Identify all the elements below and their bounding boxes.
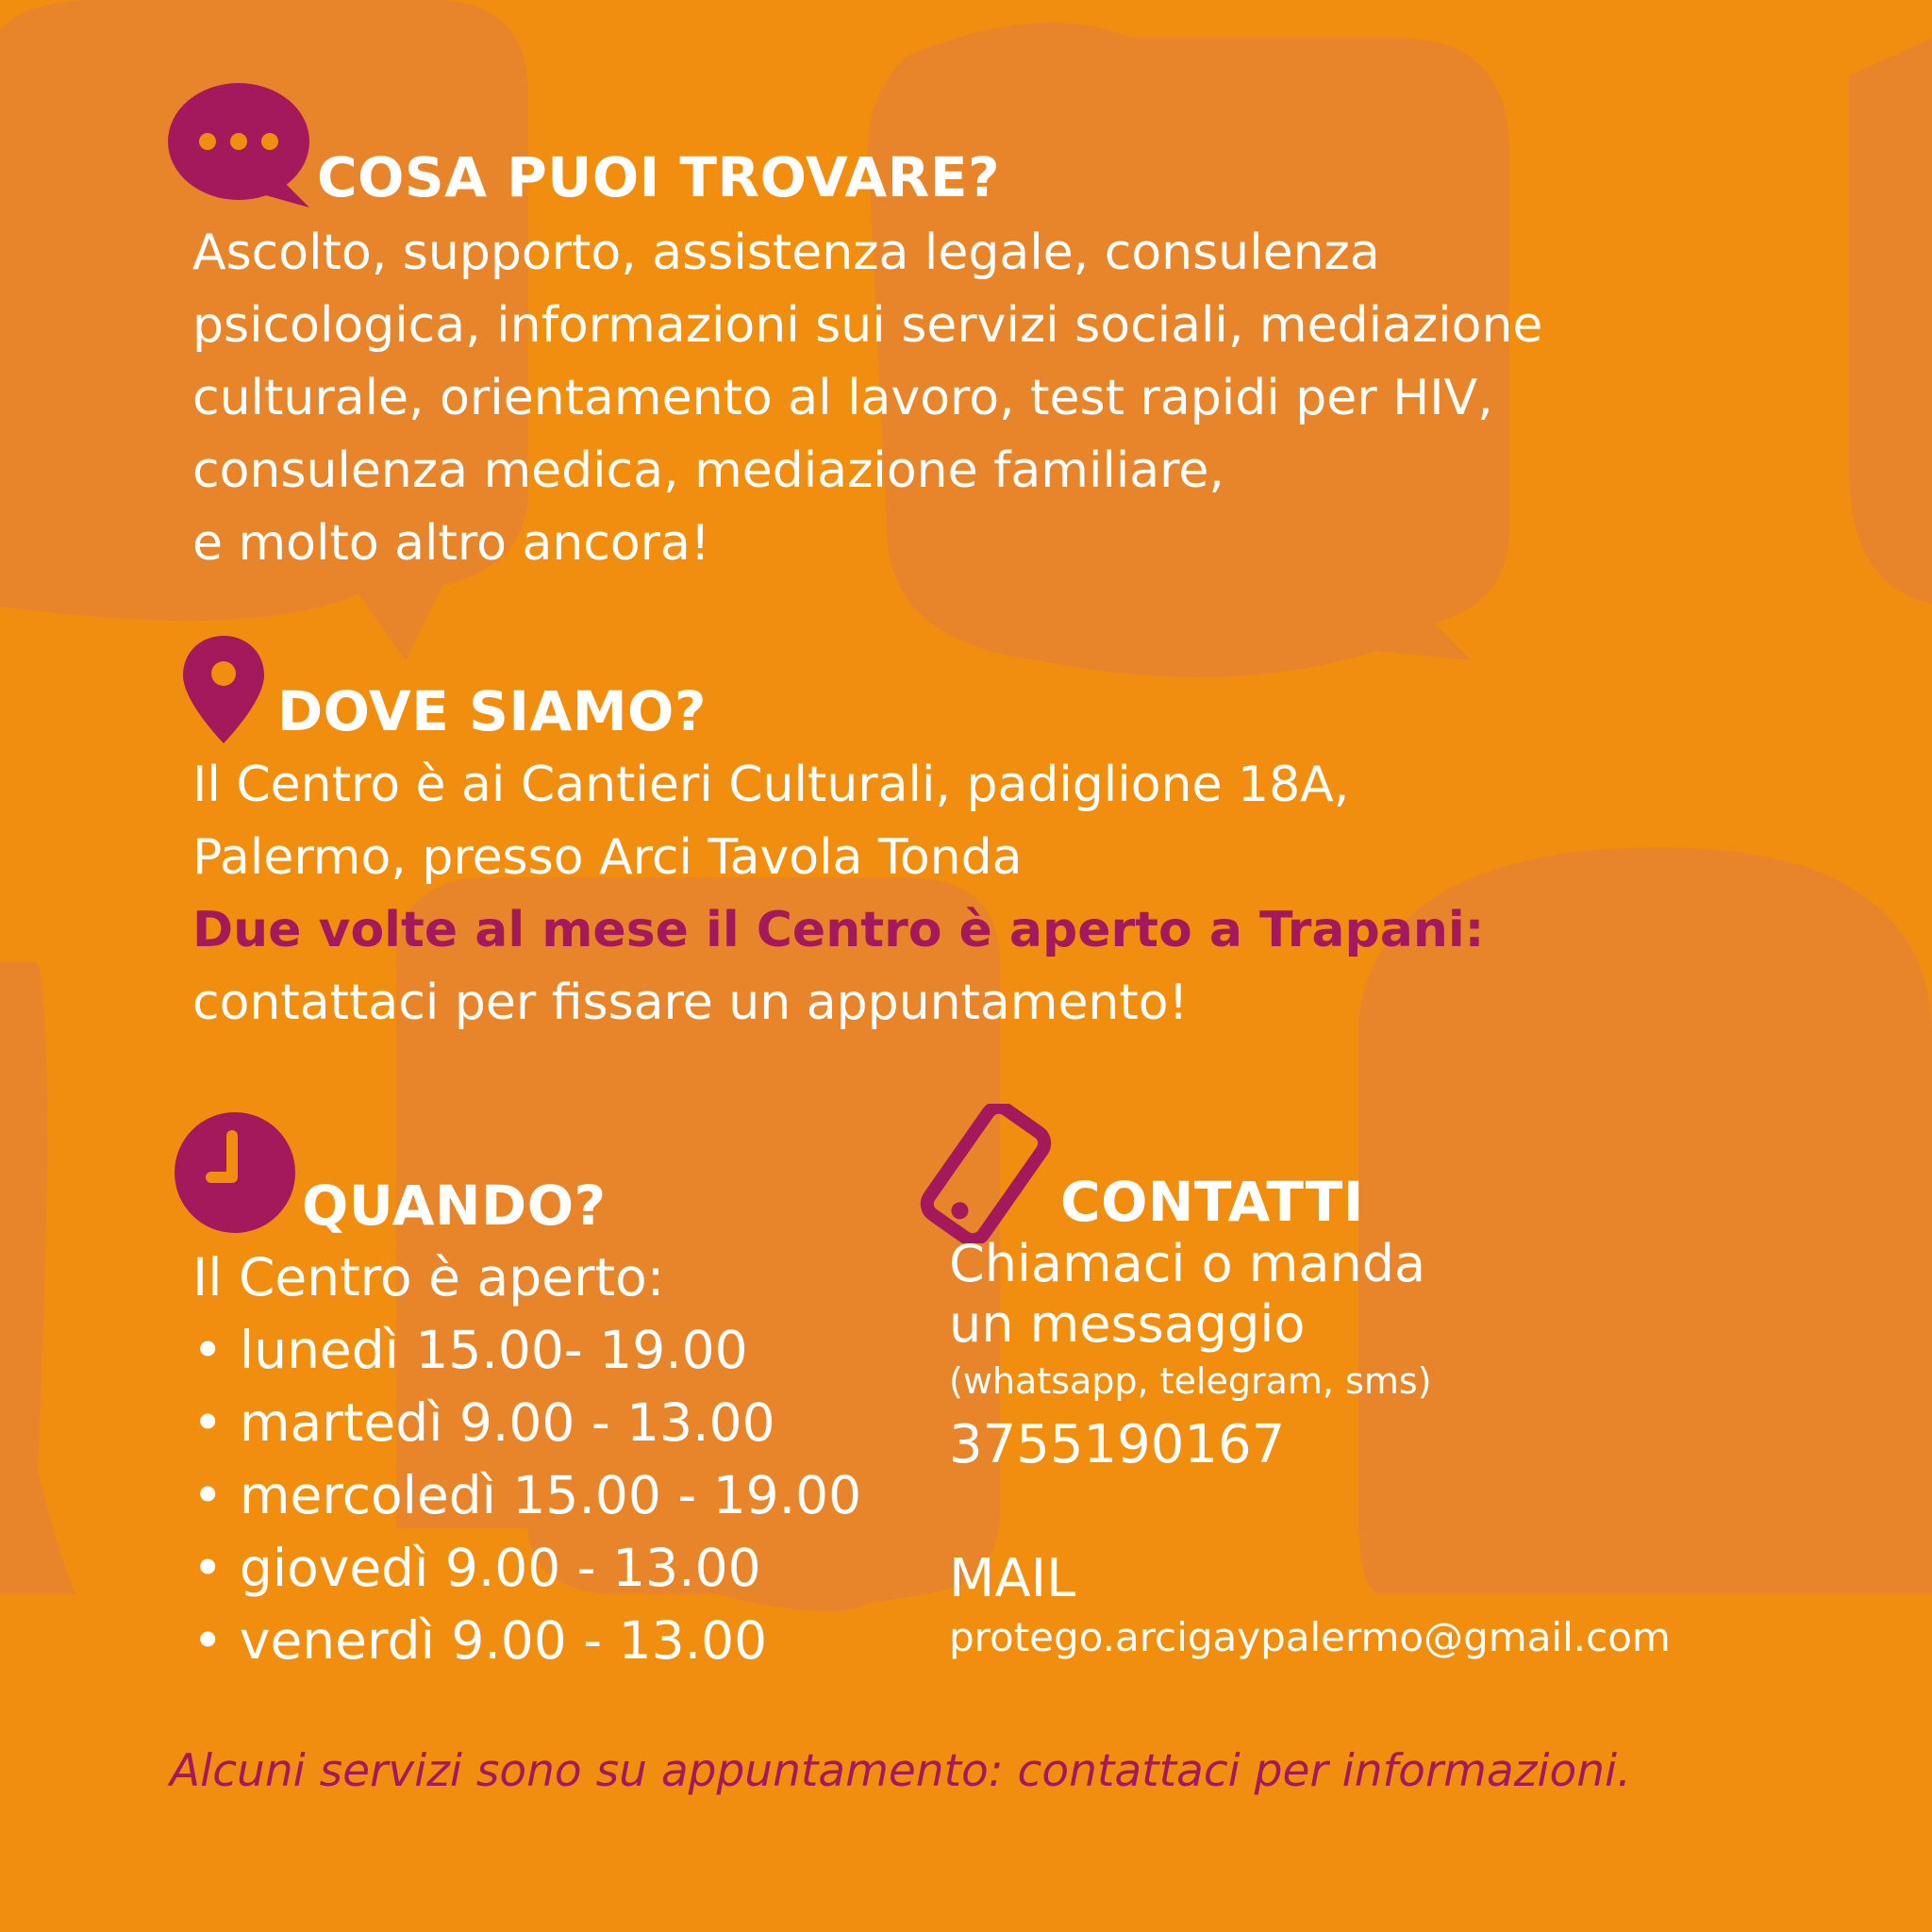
email-address[interactable]: protego.arcigaypalermo@gmail.com: [949, 1614, 1671, 1660]
contatti-line-1: Chiamaci o manda: [949, 1234, 1426, 1293]
footer-note: Alcuni servizi sono su appuntamento: contattaci per informazioni.: [170, 1745, 1632, 1797]
quando-icon-wrapper: [174, 1111, 296, 1234]
cosa-line-5: e molto altro ancora!: [192, 515, 710, 572]
dove-icon-wrapper: [181, 634, 266, 745]
hours-item: • lunedì 15.00- 19.00: [192, 1320, 748, 1380]
contatti-heading: CONTATTI: [1060, 1170, 1364, 1234]
dove-highlight: Due volte al mese il Centro è aperto a Trapani:: [192, 902, 1485, 958]
cosa-line-2: psicologica, informazioni sui servizi sociali, mediazione: [192, 297, 1543, 354]
dove-heading: DOVE SIAMO?: [277, 679, 707, 743]
cosa-icon-wrapper: [168, 83, 317, 211]
hours-item: • giovedì 9.00 - 13.00: [192, 1538, 761, 1598]
quando-body: [192, 1241, 861, 1677]
contatti-icon-wrapper: [911, 1104, 1060, 1243]
cosa-line-3: culturale, orientamento al lavoro, test rapidi per HIV,: [192, 370, 1493, 426]
map-pin-icon: [181, 634, 266, 745]
dove-line-1: Il Centro è ai Cantieri Culturali, padiglione 18A,: [192, 757, 1350, 813]
contatti-body: [949, 1234, 1432, 1483]
quando-intro: Il Centro è aperto:: [192, 1247, 665, 1307]
speech-bubble-icon: [168, 83, 317, 211]
mail-label: MAIL: [949, 1548, 1076, 1609]
mail-block: [949, 1547, 1671, 1664]
cosa-heading: COSA PUOI TROVARE?: [317, 145, 1001, 209]
cosa-line-1: Ascolto, supporto, assistenza legale, consulenza: [192, 225, 1380, 281]
cosa-body: [192, 217, 1542, 580]
hours-item: • martedì 9.00 - 13.00: [192, 1392, 775, 1453]
hours-item: • mercoledì 15.00 - 19.00: [192, 1465, 862, 1525]
dove-body: [192, 749, 1484, 1040]
contatti-channels: (whatsapp, telegram, sms): [949, 1360, 1432, 1402]
hours-item: • venerdì 9.00 - 13.00: [192, 1610, 768, 1671]
clock-icon: [174, 1111, 296, 1234]
quando-heading: QUANDO?: [302, 1174, 607, 1238]
hours-list: [192, 1314, 861, 1677]
dove-line-4: contattaci per fissare un appuntamento!: [192, 974, 1189, 1031]
dove-line-2: Palermo, presso Arci Tavola Tonda: [192, 829, 1023, 886]
smartphone-icon: [911, 1104, 1060, 1243]
contatti-line-2: un messaggio: [949, 1294, 1306, 1354]
cosa-line-4: consulenza medica, mediazione familiare,: [192, 442, 1224, 499]
phone-number[interactable]: 3755190167: [949, 1414, 1286, 1475]
